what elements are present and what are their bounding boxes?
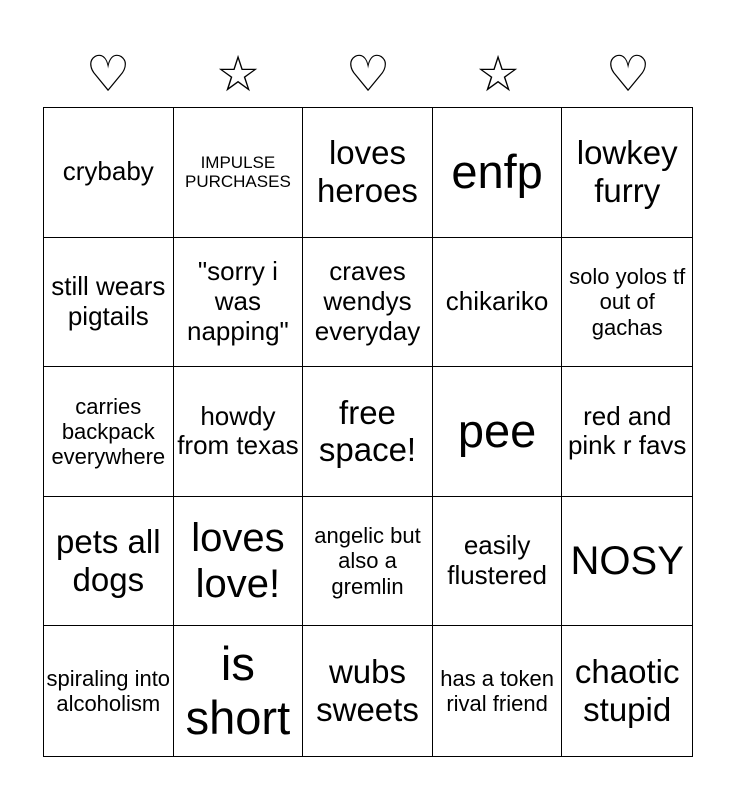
cell-text: has a token rival friend	[440, 665, 554, 717]
cell-text: enfp	[451, 145, 543, 199]
bingo-cell[interactable]	[562, 108, 692, 238]
cell-text: lowkey furry	[576, 134, 678, 210]
bingo-cell[interactable]	[562, 367, 692, 497]
bingo-cell[interactable]	[562, 626, 692, 756]
cell-text: loves love!	[191, 516, 285, 607]
bingo-cell[interactable]	[174, 108, 304, 238]
star-outline-icon: ☆	[215, 45, 261, 103]
cell-text: "sorry i was napping"	[187, 256, 289, 346]
bingo-cell[interactable]	[303, 497, 433, 627]
heart-outline-icon: ♡	[345, 45, 391, 103]
cell-text: still wears pigtails	[51, 271, 166, 331]
bingo-board	[43, 107, 693, 757]
cell-text: pee	[457, 404, 537, 458]
bingo-cell[interactable]	[174, 238, 304, 368]
bingo-cell[interactable]	[562, 497, 692, 627]
cell-text: free space!	[318, 393, 417, 469]
bingo-cell[interactable]	[433, 108, 563, 238]
cell-text: pets all dogs	[56, 523, 161, 599]
bingo-cell[interactable]	[433, 626, 563, 756]
heart-outline-icon: ♡	[85, 45, 131, 103]
cell-text: carries backpack everywhere	[51, 393, 166, 470]
cell-text: IMPULSE PURCHASES	[184, 152, 291, 192]
bingo-cell[interactable]	[433, 497, 563, 627]
bingo-cell[interactable]	[44, 238, 174, 368]
cell-text: loves heroes	[317, 134, 418, 210]
cell-text: crybaby	[62, 156, 154, 187]
bingo-cell[interactable]	[303, 626, 433, 756]
bingo-cell[interactable]	[44, 626, 174, 756]
bingo-cell[interactable]	[44, 367, 174, 497]
cell-text: solo yolos tf out of gachas	[569, 263, 686, 340]
bingo-cell[interactable]	[174, 626, 304, 756]
heart-outline-icon: ♡	[605, 45, 651, 103]
cell-text: spiraling into alcoholism	[46, 665, 171, 717]
bingo-cell[interactable]	[303, 367, 433, 497]
cell-text: easily flustered	[447, 530, 547, 591]
bingo-cell[interactable]	[562, 238, 692, 368]
bingo-cell[interactable]	[44, 497, 174, 627]
cell-text: craves wendys everyday	[314, 256, 421, 346]
star-outline-icon: ☆	[475, 45, 521, 103]
cell-text: chikariko	[445, 285, 549, 316]
cell-text: howdy from texas	[177, 400, 299, 461]
bingo-cell[interactable]	[433, 367, 563, 497]
bingo-cell[interactable]	[303, 238, 433, 368]
cell-text: wubs sweets	[316, 653, 419, 729]
bingo-header	[43, 40, 693, 108]
cell-text: is short	[185, 637, 291, 745]
bingo-cell[interactable]	[174, 367, 304, 497]
bingo-cell[interactable]	[303, 108, 433, 238]
bingo-cell[interactable]	[44, 108, 174, 238]
cell-text: angelic but also a gremlin	[314, 523, 421, 599]
cell-text: NOSY	[570, 539, 684, 584]
cell-text: chaotic stupid	[574, 653, 680, 729]
bingo-cell[interactable]	[433, 238, 563, 368]
cell-text: red and pink r favs	[567, 400, 687, 461]
bingo-cell[interactable]	[174, 497, 304, 627]
